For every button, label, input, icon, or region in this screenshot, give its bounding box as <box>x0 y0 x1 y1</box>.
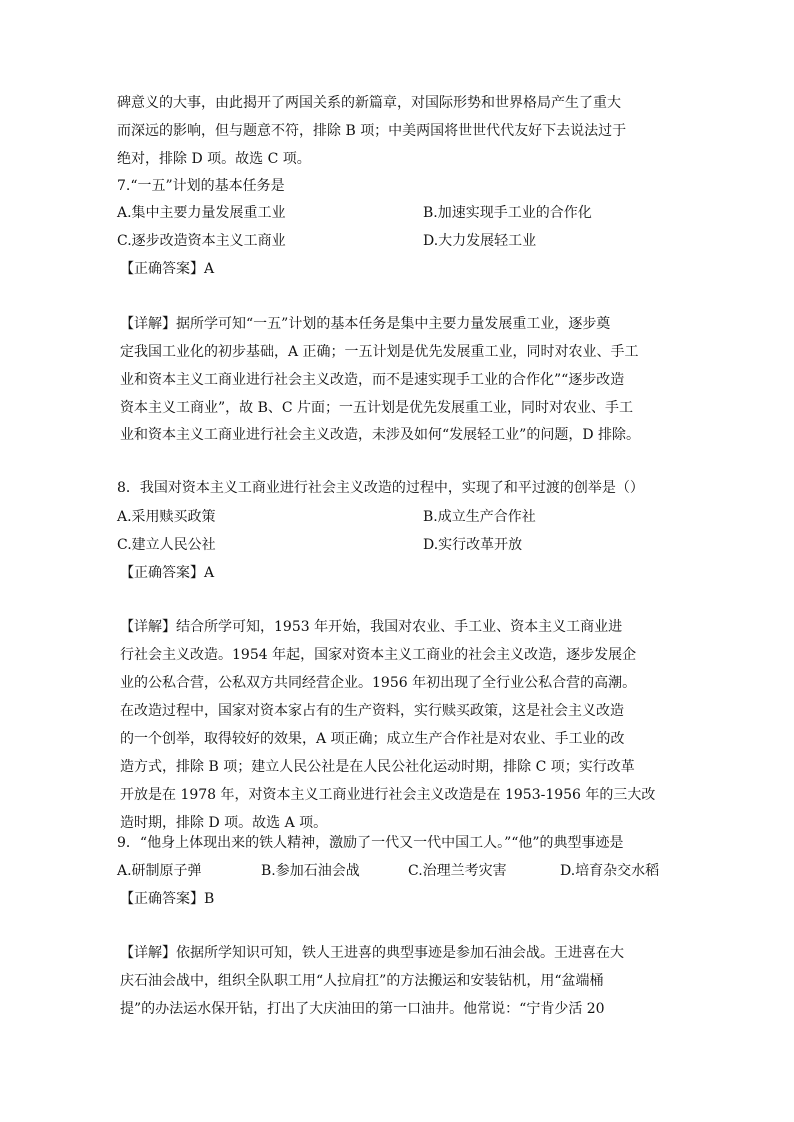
question-7: 7.“一五”计划的基本任务是 <box>117 178 285 194</box>
question-8: 8．我国对资本主义工商业进行社会主义改造的过程中，实现了和平过渡的创举是（） <box>117 480 644 496</box>
q8-detail-line: 业的公私合营，公私双方共同经营企业。1956 年初出现了全行业公私合营的高潮。 <box>120 675 637 691</box>
q7-option-b: B.加速实现手工业的合作化 <box>423 205 592 221</box>
q8-answer: 【正确答案】A <box>120 565 215 581</box>
q9-option-b: B.参加石油会战 <box>261 863 360 879</box>
q9-detail-line: 提”的办法运水保开钻，打出了大庆油田的第一口油井。他常说：“宁肯少活 20 <box>120 1001 605 1017</box>
paragraph-line: 绝对，排除 D 项。故选 C 项。 <box>117 151 311 167</box>
q7-detail-line: 定我国工业化的初步基础，A 正确；一五计划是优先发展重工业，同时对农业、手工 <box>120 344 639 360</box>
q8-detail-line: 行社会主义改造。1954 年起，国家对资本主义工商业的社会主义改造，逐步发展企 <box>120 647 637 663</box>
paragraph-line: 而深远的影响，但与题意不符，排除 B 项；中美两国将世世代代友好下去说法过于 <box>117 123 627 139</box>
q7-answer: 【正确答案】A <box>120 261 215 277</box>
q8-option-d: D.实行改革开放 <box>423 537 523 553</box>
q8-detail-line: 【详解】结合所学可知，1953 年开始，我国对农业、手工业、资本主义工商业进 <box>120 619 623 635</box>
q9-option-c: C.治理兰考灾害 <box>408 863 507 879</box>
question-9: 9．“他身上体现出来的铁人精神，激励了一代又一代中国工人。”“他”的典型事迹是 <box>117 835 624 851</box>
q9-detail-line: 庆石油会战中，组织全队职工用“人拉肩扛”的方法搬运和安装钻机，用“盆端桶 <box>120 973 604 989</box>
q8-detail-line: 开放是在 1978 年，对资本主义工商业进行社会主义改造是在 1953-1956 年的三大改 <box>120 787 656 803</box>
q7-detail-line: 【详解】据所学可知“一五”计划的基本任务是集中主要力量发展重工业，逐步奠 <box>120 316 611 332</box>
q9-answer: 【正确答案】B <box>120 891 215 907</box>
q9-option-d: D.培育杂交水稻 <box>560 863 660 879</box>
q8-option-c: C.建立人民公社 <box>117 537 216 553</box>
q9-detail-line: 【详解】依据所学知识可知，铁人王进喜的典型事迹是参加石油会战。王进喜在大 <box>120 945 624 961</box>
q7-detail-line: 资本主义工商业”，故 B、C 片面；一五计划是优先发展重工业，同时对农业、手工 <box>120 400 634 416</box>
q8-option-a: A.采用赎买政策 <box>117 509 216 525</box>
q7-detail-line: 业和资本主义工商业进行社会主义改造，未涉及如何“发展轻工业”的问题，D 排除。 <box>120 427 640 443</box>
q8-detail-line: 造时期，排除 D 项。故选 A 项。 <box>120 815 328 831</box>
q9-option-a: A.研制原子弹 <box>117 863 202 879</box>
q8-detail-line: 在改造过程中，国家对资本家占有的生产资料，实行赎买政策，这是社会主义改造 <box>120 703 624 719</box>
paragraph-line: 碑意义的大事，由此揭开了两国关系的新篇章，对国际形势和世界格局产生了重大 <box>117 95 621 111</box>
q7-detail-line: 业和资本主义工商业进行社会主义改造，而不是速实现手工业的合作化”“逐步改造 <box>120 372 625 388</box>
q7-option-c: C.逐步改造资本主义工商业 <box>117 233 286 249</box>
q7-option-a: A.集中主要力量发展重工业 <box>117 205 286 221</box>
q8-detail-line: 造方式，排除 B 项；建立人民公社是在人民公社化运动时期，排除 C 项；实行改革 <box>120 759 635 775</box>
q7-option-d: D.大力发展轻工业 <box>423 233 537 249</box>
q8-option-b: B.成立生产合作社 <box>423 509 536 525</box>
q8-detail-line: 的一个创举，取得较好的效果，A 项正确；成立生产合作社是对农业、手工业的改 <box>120 731 625 747</box>
